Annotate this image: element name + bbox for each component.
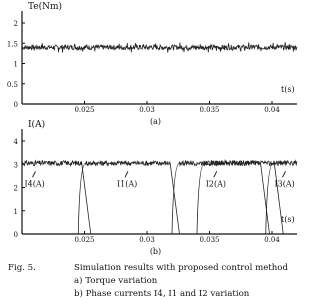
x-tick-label: 0.04 — [264, 106, 280, 114]
phase-current-series-line — [172, 161, 270, 234]
caption-title: Simulation results with proposed control method — [74, 263, 288, 273]
phase-current-series-line — [197, 161, 283, 234]
caption-item-b: b) Phase currents I4, I1 and I2 variation — [74, 289, 250, 299]
current-label-leader — [283, 171, 286, 177]
caption-item-a: a) Torque variation — [74, 276, 158, 286]
current-label-3: I3(A) — [274, 179, 295, 189]
x-tick-label: 0.03 — [139, 106, 155, 114]
x-tick-label: 0.035 — [199, 106, 220, 114]
x-tick-label: 0.03 — [139, 236, 155, 244]
phase-current-series-line — [22, 161, 91, 234]
current-label-1: I1(A) — [117, 179, 138, 189]
figure-caption — [8, 262, 304, 301]
x-axis-label: t(s) — [281, 215, 295, 224]
current-label-leader — [33, 171, 36, 177]
subfigure-label: (a) — [149, 117, 162, 126]
y-tick-label: 1 — [13, 207, 18, 216]
current-label-leader — [214, 171, 217, 177]
current-label-0: I4(A) — [24, 179, 45, 189]
y-tick-label: 2 — [13, 20, 18, 28]
y-tick-label: 2 — [13, 184, 18, 193]
x-tick-label: 0.04 — [264, 236, 280, 244]
y-tick-label: 0 — [13, 101, 18, 109]
phase-current-series-line — [78, 161, 179, 234]
x-tick-label: 0.035 — [199, 236, 220, 244]
current-label-leader — [125, 171, 128, 177]
y-tick-label: 4 — [13, 138, 18, 146]
x-tick-label: 0.025 — [74, 106, 95, 114]
y-tick-label: 0.5 — [6, 80, 18, 89]
y-tick-label: 3 — [13, 161, 18, 170]
x-axis-label: t(s) — [281, 85, 295, 94]
y-axis-label: I(A) — [28, 120, 46, 130]
current-label-2: I2(A) — [205, 179, 227, 189]
y-tick-label: 1.5 — [6, 40, 18, 49]
caption-figure-label: Fig. 5. — [8, 263, 36, 273]
subfigure-label: (b) — [149, 247, 162, 256]
torque-series-line — [22, 42, 297, 53]
x-tick-label: 0.025 — [74, 236, 95, 244]
y-tick-label: 1 — [13, 60, 18, 69]
y-axis-label: Te(Nm) — [28, 2, 63, 12]
y-tick-label: 0 — [13, 231, 18, 239]
